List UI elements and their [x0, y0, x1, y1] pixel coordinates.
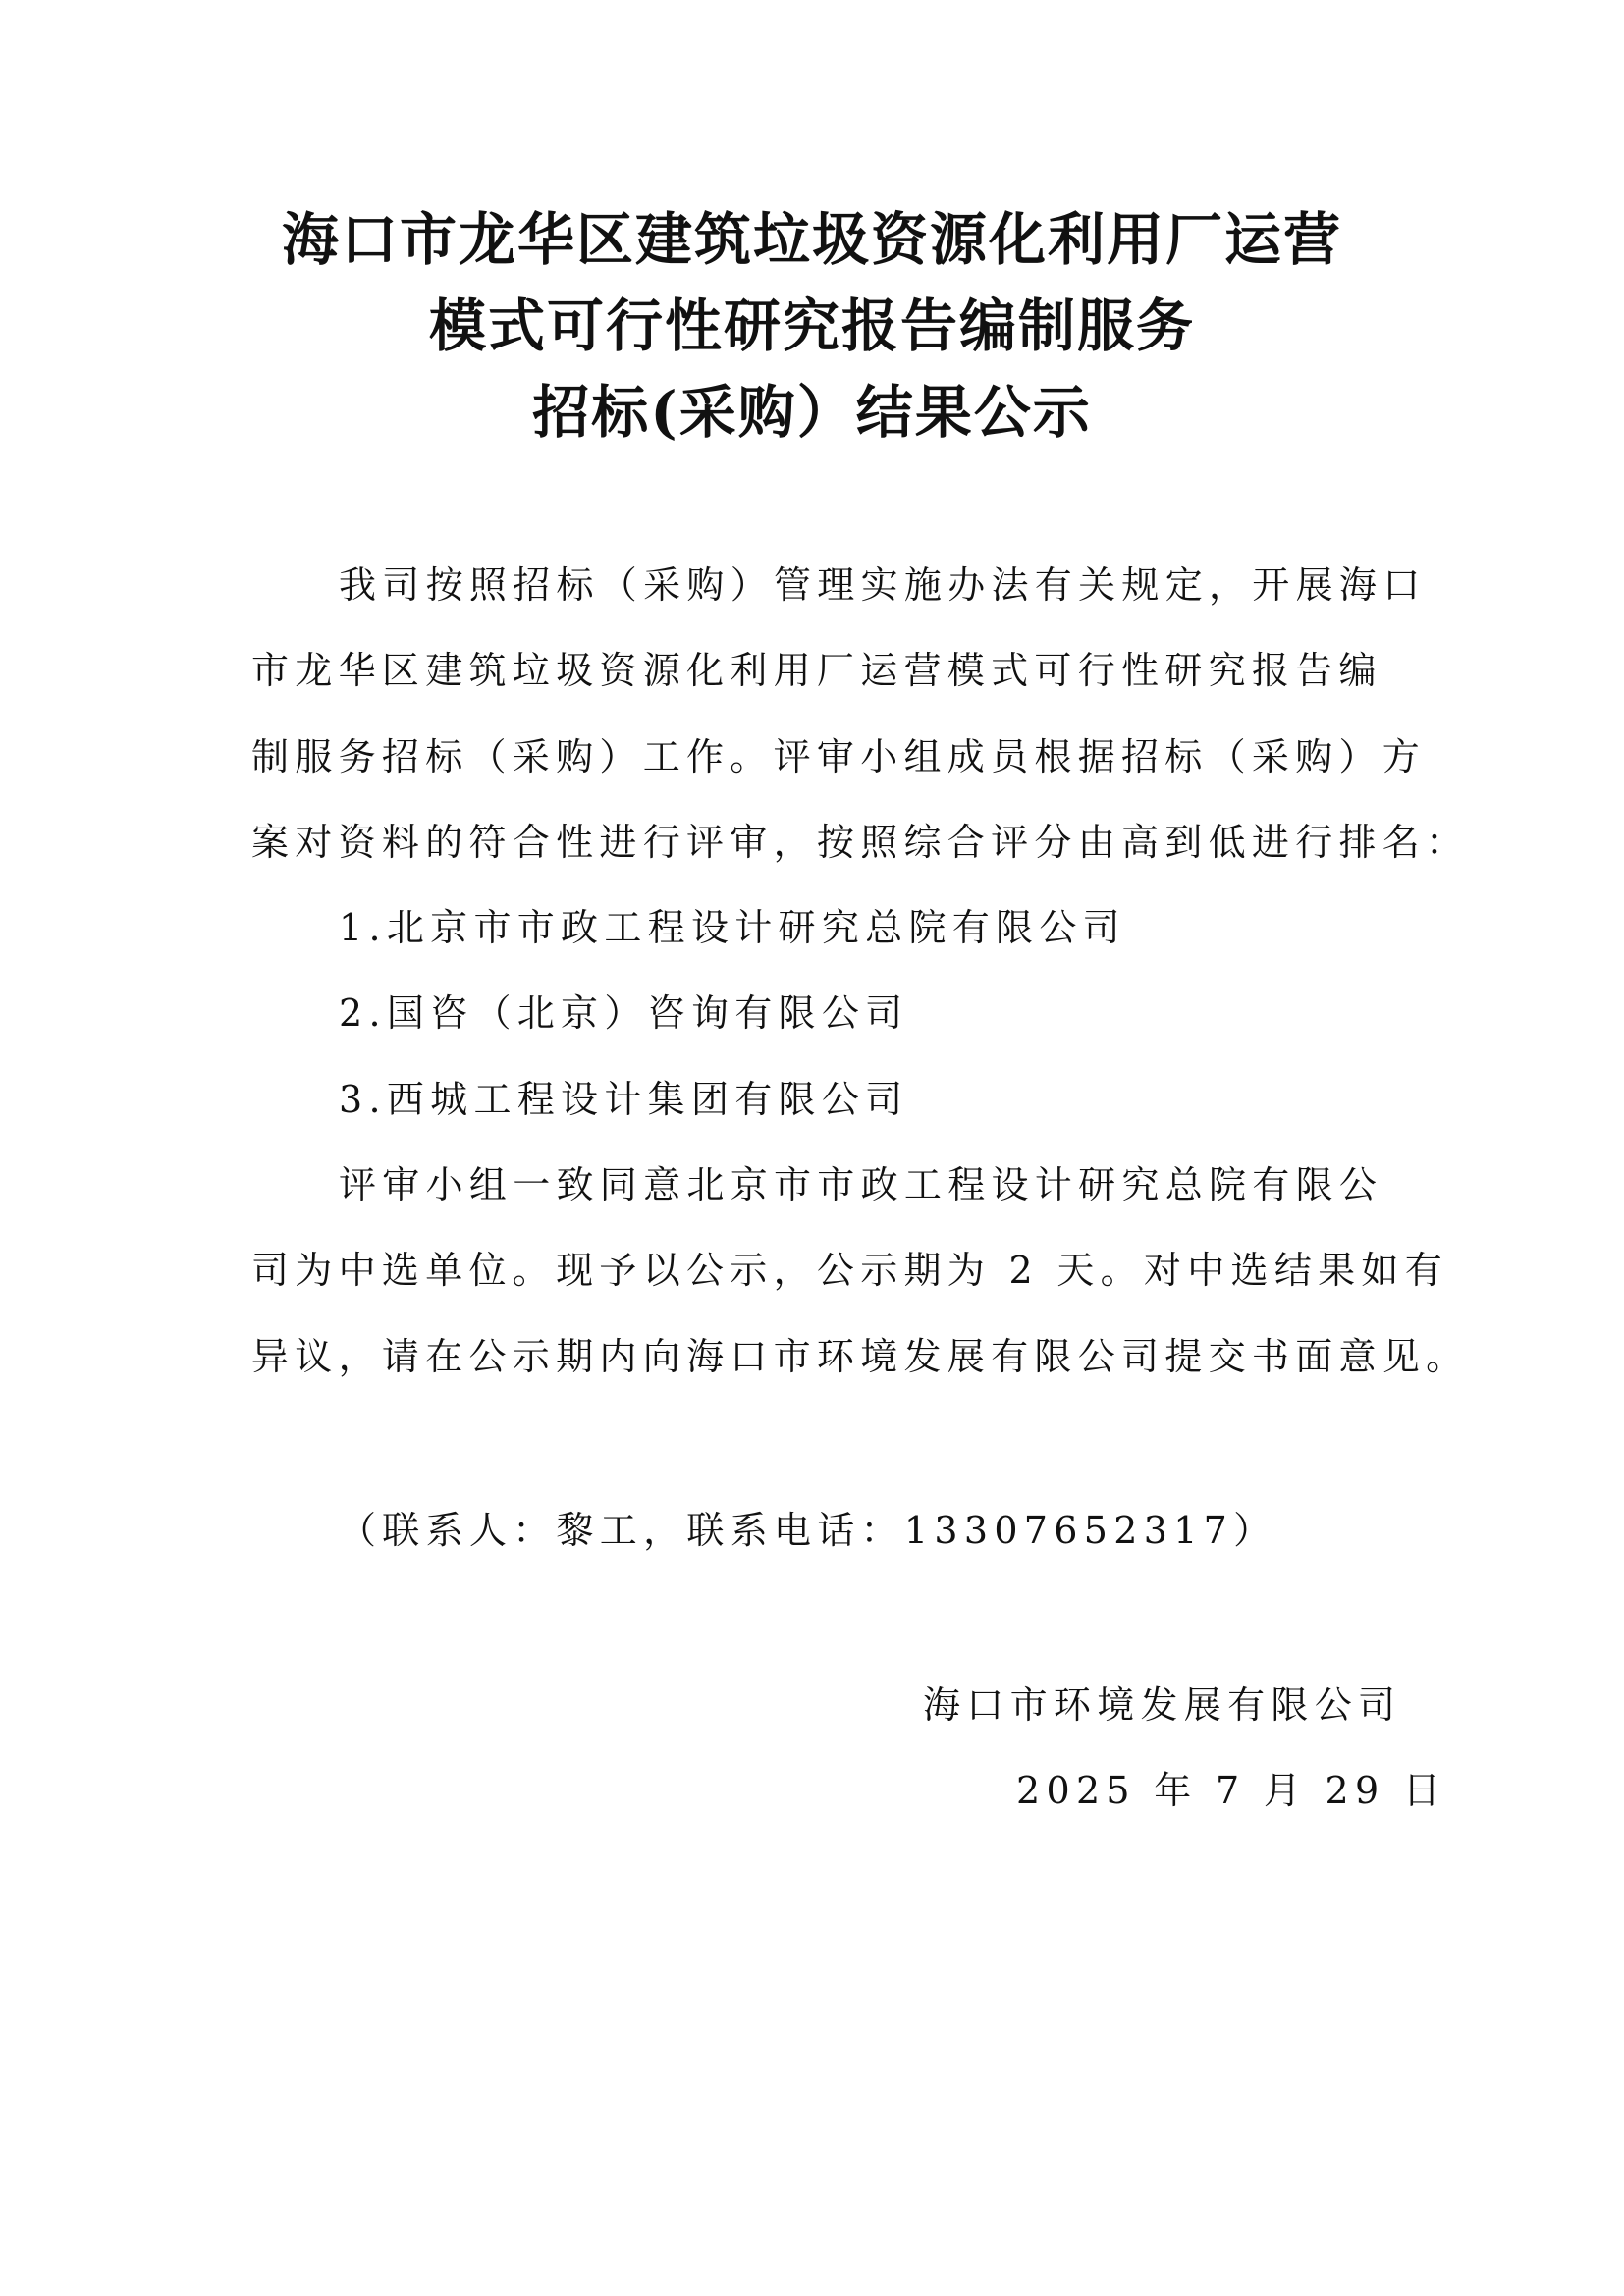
- ranking-item: 3.西城工程设计集团有限公司: [339, 1077, 909, 1121]
- title-line-2: 模式可行性研究报告编制服务: [428, 293, 1195, 359]
- signature-company: 海口市环境发展有限公司: [923, 1683, 1402, 1727]
- ranking-item: 2.国咨（北京）咨询有限公司: [339, 991, 909, 1036]
- paragraph-2-line: 司为中选单位。现予以公示，公示期为 2 天。对中选结果如有: [251, 1249, 1449, 1293]
- paragraph-2-line: 异议，请在公示期内向海口市环境发展有限公司提交书面意见。: [251, 1334, 1470, 1378]
- paragraph-2-line: 评审小组一致同意北京市市政工程设计研究总院有限公: [339, 1163, 1383, 1207]
- contact-info: （联系人：黎工，联系电话：13307652317）: [339, 1509, 1277, 1552]
- document-body: [251, 543, 1470, 1400]
- paragraph-1-line: 我司按照招标（采购）管理实施办法有关规定，开展海口: [339, 563, 1427, 607]
- paragraph-1-line: 制服务招标（采购）工作。评审小组成员根据招标（采购）方: [251, 734, 1427, 778]
- paragraph-1-line: 市龙华区建筑垃圾资源化利用厂运营模式可行性研究报告编: [251, 649, 1382, 693]
- signature-date: 2025 年 7 月 29 日: [1016, 1769, 1447, 1812]
- title-line-3: 招标(采购）结果公示: [532, 379, 1092, 446]
- ranking-item: 1.北京市市政工程设计研究总院有限公司: [339, 906, 1126, 950]
- paragraph-1-line: 案对资料的符合性进行评审，按照综合评分由高到低进行排名：: [251, 820, 1470, 864]
- title-line-1: 海口市龙华区建筑垃圾资源化利用厂运营: [281, 206, 1342, 273]
- document-title: [0, 196, 1624, 455]
